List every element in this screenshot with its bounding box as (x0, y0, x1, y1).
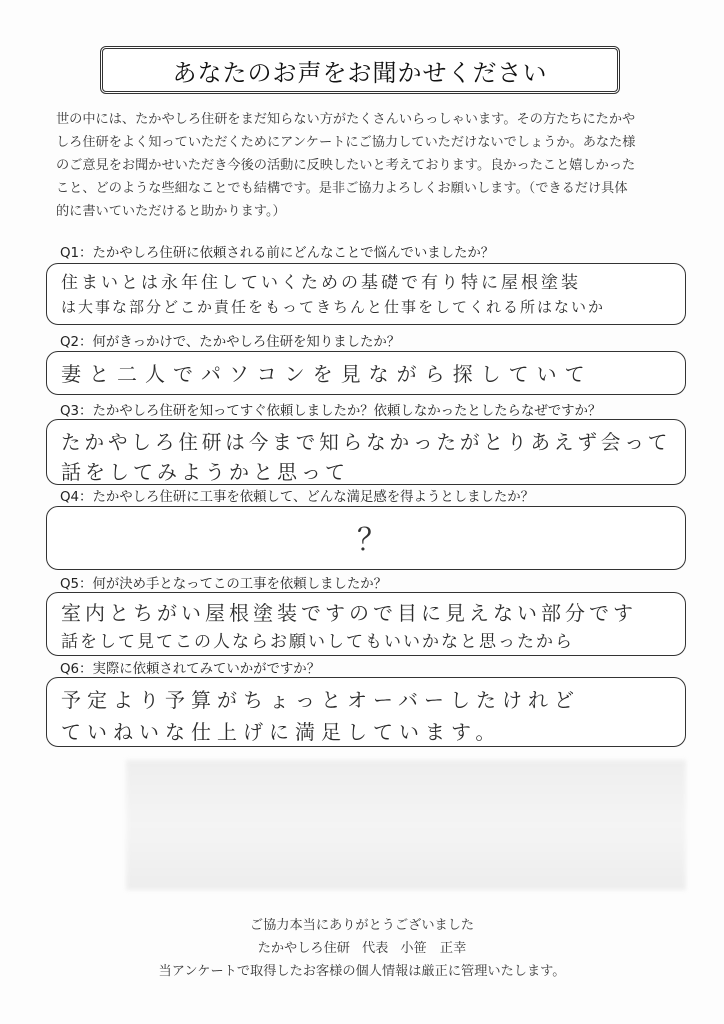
intro-line: のご意見をお聞かせいただき今後の活動に反映したいと考えております。良かったこと嬉しかった (56, 158, 636, 173)
footer-signature (0, 937, 724, 956)
title-banner (100, 46, 620, 94)
footer-name: 小笹 正幸 (400, 941, 467, 956)
answer-3-box (46, 419, 686, 485)
intro-line: 世の中には、たかやしろ住研をまだ知らない方がたくさんいらっしゃいます。その方たちにたかや (56, 112, 636, 127)
answer-1-line-2: は大事な部分どこか責任をもってきちんと仕事をしてくれる所はないか (61, 298, 606, 316)
footer-thanks: ご協力本当にありがとうございました (249, 918, 475, 933)
answer-2-box (46, 351, 686, 395)
page-title: あなたのお声をお聞かせください (172, 58, 548, 87)
answer-3-line-1: たかやしろ住研は今まで知らなかったがとりあえず会って (61, 430, 672, 454)
answer-1-line-1: 住まいとは永年住していくための基礎で有り特に屋根塗装 (61, 273, 581, 293)
question-6-label: Q6：実際に依頼されてみていかがですか？ (60, 662, 321, 677)
answer-5-line-2: 話をして見てこの人ならお願いしてもいいかなと思ったから (61, 632, 574, 652)
answer-2-line-1: 妻と二人でパソコンを見ながら探していて (61, 362, 593, 386)
question-1-label: Q1：たかやしろ住研に依頼される前にどんなことで悩んでいましたか？ (60, 246, 495, 261)
answer-5-box (46, 592, 686, 656)
answer-6-box (46, 677, 686, 747)
answer-3-line-2: 話をしてみようかと思って (61, 460, 349, 484)
answer-4-question-mark: ？ (357, 523, 387, 558)
footer-company: たかやしろ住研 (257, 941, 350, 956)
answer-4-box (46, 506, 686, 570)
intro-paragraph (56, 108, 676, 223)
question-3-label: Q3：たかやしろ住研を知ってすぐ依頼しましたか？依頼しなかったとしたらなぜですか？ (60, 404, 602, 419)
intro-line: 的に書いていただけると助かります。） (56, 204, 286, 219)
question-2-label: Q2：何がきっかけで、たかやしろ住研を知りましたか？ (60, 335, 401, 350)
question-5-label: Q5：何が決め手となってこの工事を依頼しましたか？ (60, 577, 388, 592)
answer-6-line-2: ていねいな仕上げに満足しています。 (61, 720, 502, 744)
answer-5-line-1: 室内とちがい屋根塗装ですので目に見えない部分です (61, 601, 637, 625)
answer-1-box (46, 263, 686, 325)
footer-privacy: 当アンケートで取得したお客様の個人情報は厳正に管理いたします。 (158, 964, 566, 979)
intro-line: しろ住研をよく知っていただくためにアンケートにご協力していただけないでしょうか。あなた様 (56, 135, 636, 150)
answer-6-line-1: 予定より予算がちょっとオーバーしたけれど (61, 688, 580, 712)
question-4-label: Q4：たかやしろ住研に工事を依頼して、どんな満足感を得ようとしましたか？ (60, 490, 535, 505)
redacted-area (126, 760, 686, 890)
intro-line: こと、どのような些細なことでも結構です。是非ご協力よろしくお願いします。（できるだけ具体 (56, 181, 628, 196)
footer-role: 代表 (362, 941, 389, 956)
